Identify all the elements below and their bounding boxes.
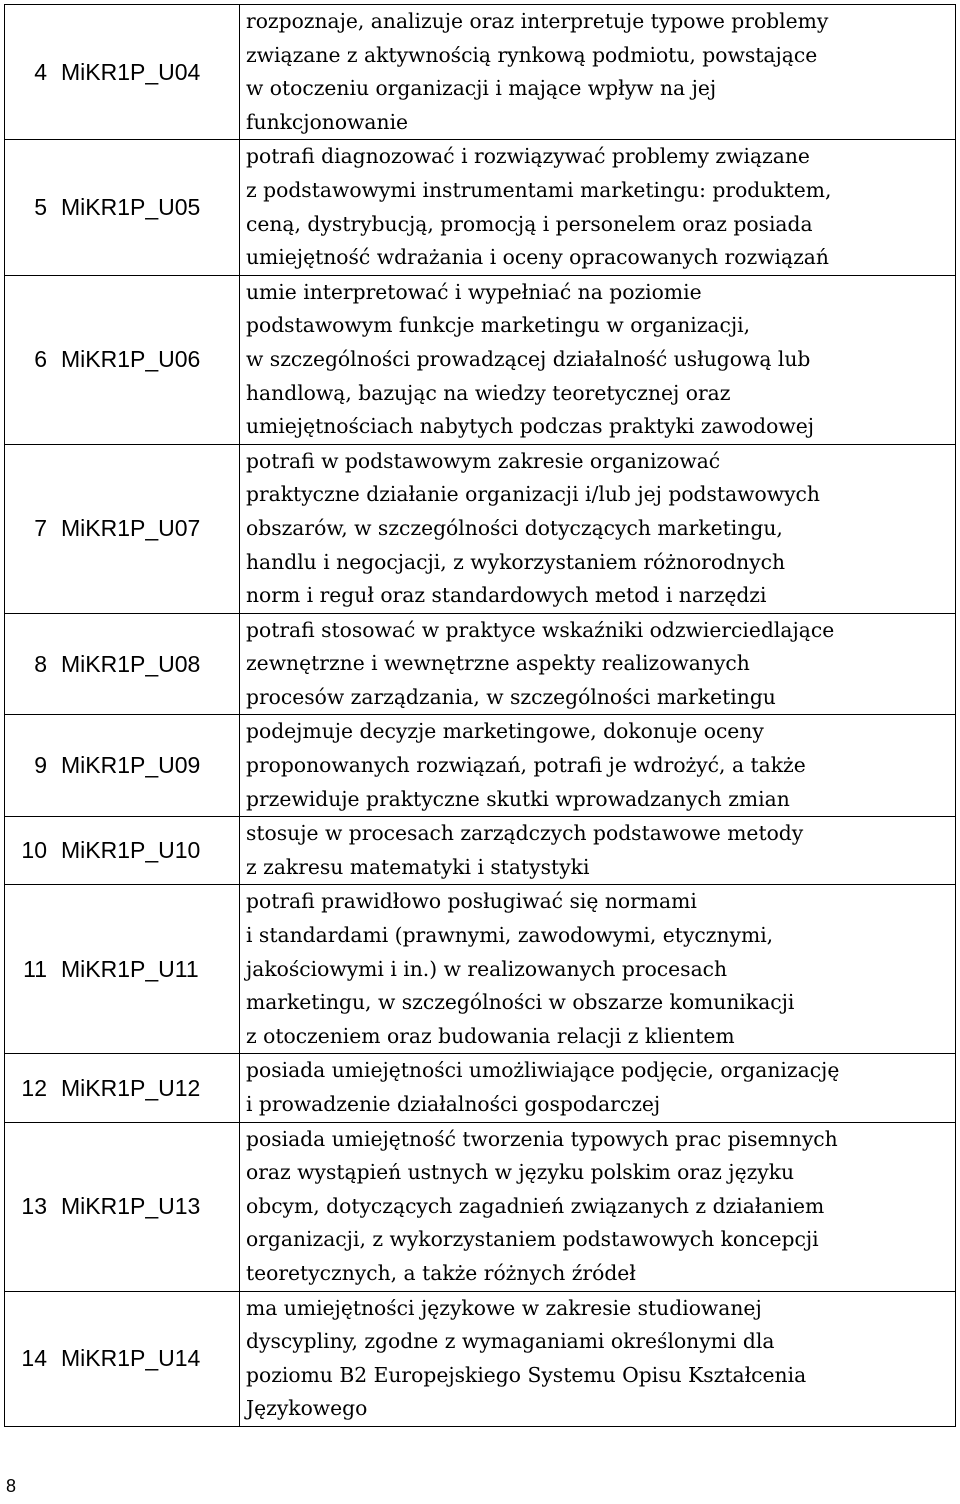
- description-line: oraz wystąpień ustnych w języku polskim oraz języku: [246, 1160, 795, 1185]
- description-line: przewiduje praktyczne skutki wprowadzanych zmian: [246, 786, 790, 811]
- outcome-description: [240, 1291, 956, 1426]
- table-row: [5, 817, 956, 885]
- description-line: jakościowymi i in.) w realizowanych procesach: [246, 956, 728, 981]
- table-row: [5, 444, 956, 613]
- table-row: [5, 1122, 956, 1291]
- description-line: dyscypliny, zgodne z wymaganiami określonymi dla: [246, 1329, 775, 1354]
- outcome-code: MiKR1P_U06: [53, 275, 240, 444]
- table-row: [5, 5, 956, 140]
- row-number: 6: [5, 275, 54, 444]
- table-row: [5, 140, 956, 275]
- table-row: [5, 885, 956, 1054]
- row-number: 13: [5, 1122, 54, 1291]
- outcome-description: [240, 817, 956, 885]
- description-line: związane z aktywnością rynkową podmiotu, powstające: [246, 42, 818, 67]
- description-line: rozpoznaje, analizuje oraz interpretuje typowe problemy: [246, 9, 829, 33]
- description-line: norm i reguł oraz standardowych metod i narzędzi: [246, 583, 767, 608]
- description-line: umie interpretować i wypełniać na poziomie: [246, 279, 702, 304]
- description-line: handlu i negocjacji, z wykorzystaniem różnorodnych: [246, 549, 786, 574]
- description-line: potrafi stosować w praktyce wskaźniki odzwierciedlające: [246, 617, 835, 642]
- description-line: posiada umiejętność tworzenia typowych prac pisemnych: [246, 1126, 838, 1151]
- row-number: 9: [5, 715, 54, 817]
- description-line: z otoczeniem oraz budowania relacji z klientem: [246, 1023, 735, 1048]
- table-row: [5, 1054, 956, 1122]
- outcome-description: [240, 715, 956, 817]
- description-line: ma umiejętności językowe w zakresie studiowanej: [246, 1295, 762, 1320]
- description-line: potrafi diagnozować i rozwiązywać problemy związane: [246, 144, 810, 169]
- outcome-code: MiKR1P_U07: [53, 444, 240, 613]
- description-line: i standardami (prawnymi, zawodowymi, etycznymi,: [246, 923, 774, 948]
- row-number: 10: [5, 817, 54, 885]
- description-line: teoretycznych, a także różnych źródeł: [246, 1260, 636, 1285]
- outcome-description: [240, 444, 956, 613]
- description-line: umiejętnościach nabytych podczas praktyki zawodowej: [246, 414, 815, 439]
- outcome-description: [240, 140, 956, 275]
- row-number: 14: [5, 1291, 54, 1426]
- description-line: stosuje w procesach zarządczych podstawowe metody: [246, 821, 804, 846]
- description-line: zewnętrzne i wewnętrzne aspekty realizowanych: [246, 651, 750, 676]
- description-line: procesów zarządzania, w szczególności marketingu: [246, 684, 776, 709]
- row-number: 7: [5, 444, 54, 613]
- outcome-description: [240, 5, 956, 140]
- description-line: marketingu, w szczególności w obszarze komunikacji: [246, 990, 795, 1015]
- description-line: z zakresu matematyki i statystyki: [246, 854, 590, 879]
- description-line: praktyczne działanie organizacji i/lub jej podstawowych: [246, 482, 820, 507]
- row-number: 11: [5, 885, 54, 1054]
- table-row: [5, 1291, 956, 1426]
- outcome-code: MiKR1P_U04: [53, 5, 240, 140]
- description-line: i prowadzenie działalności gospodarczej: [246, 1092, 661, 1116]
- description-line: poziomu B2 Europejskiego Systemu Opisu Kształcenia: [246, 1362, 807, 1387]
- description-line: handlową, bazując na wiedzy teoretycznej oraz: [246, 380, 731, 405]
- learning-outcomes-table: [4, 4, 956, 1427]
- description-line: ceną, dystrybucją, promocją i personelem oraz posiada: [246, 211, 813, 236]
- description-line: funkcjonowanie: [246, 109, 409, 134]
- outcome-code: MiKR1P_U11: [53, 885, 240, 1054]
- description-line: organizacji, z wykorzystaniem podstawowych koncepcji: [246, 1227, 819, 1252]
- table-row: [5, 613, 956, 715]
- description-line: proponowanych rozwiązań, potrafi je wdrożyć, a także: [246, 753, 806, 778]
- description-line: w szczególności prowadzącej działalność usługową lub: [246, 346, 811, 371]
- description-line: obszarów, w szczególności dotyczących marketingu,: [246, 515, 783, 540]
- description-line: umiejętność wdrażania i oceny opracowanych rozwiązań: [246, 245, 829, 270]
- description-line: w otoczeniu organizacji i mające wpływ na jej: [246, 76, 717, 101]
- outcome-description: [240, 885, 956, 1054]
- table-row: [5, 715, 956, 817]
- table-body: [5, 5, 956, 1427]
- page-number: 8: [6, 1476, 17, 1496]
- table-row: [5, 275, 956, 444]
- outcome-code: MiKR1P_U13: [53, 1122, 240, 1291]
- description-line: podstawowym funkcje marketingu w organizacji,: [246, 313, 751, 338]
- outcome-code: MiKR1P_U14: [53, 1291, 240, 1426]
- description-line: potrafi prawidłowo posługiwać się normami: [246, 889, 697, 914]
- description-line: posiada umiejętności umożliwiające podjęcie, organizację: [246, 1058, 840, 1083]
- description-line: podejmuje decyzje marketingowe, dokonuje oceny: [246, 719, 764, 744]
- outcome-code: MiKR1P_U09: [53, 715, 240, 817]
- description-line: potrafi w podstawowym zakresie organizować: [246, 448, 721, 473]
- outcome-description: [240, 1122, 956, 1291]
- row-number: 12: [5, 1054, 54, 1122]
- outcome-description: [240, 613, 956, 715]
- outcome-code: MiKR1P_U12: [53, 1054, 240, 1122]
- outcome-code: MiKR1P_U05: [53, 140, 240, 275]
- outcome-code: MiKR1P_U10: [53, 817, 240, 885]
- description-line: Językowego: [246, 1396, 368, 1421]
- row-number: 8: [5, 613, 54, 715]
- outcome-description: [240, 275, 956, 444]
- row-number: 4: [5, 5, 54, 140]
- description-line: obcym, dotyczących zagadnień związanych z działaniem: [246, 1193, 825, 1218]
- outcome-code: MiKR1P_U08: [53, 613, 240, 715]
- description-line: z podstawowymi instrumentami marketingu: produktem,: [246, 177, 832, 202]
- outcome-description: [240, 1054, 956, 1122]
- row-number: 5: [5, 140, 54, 275]
